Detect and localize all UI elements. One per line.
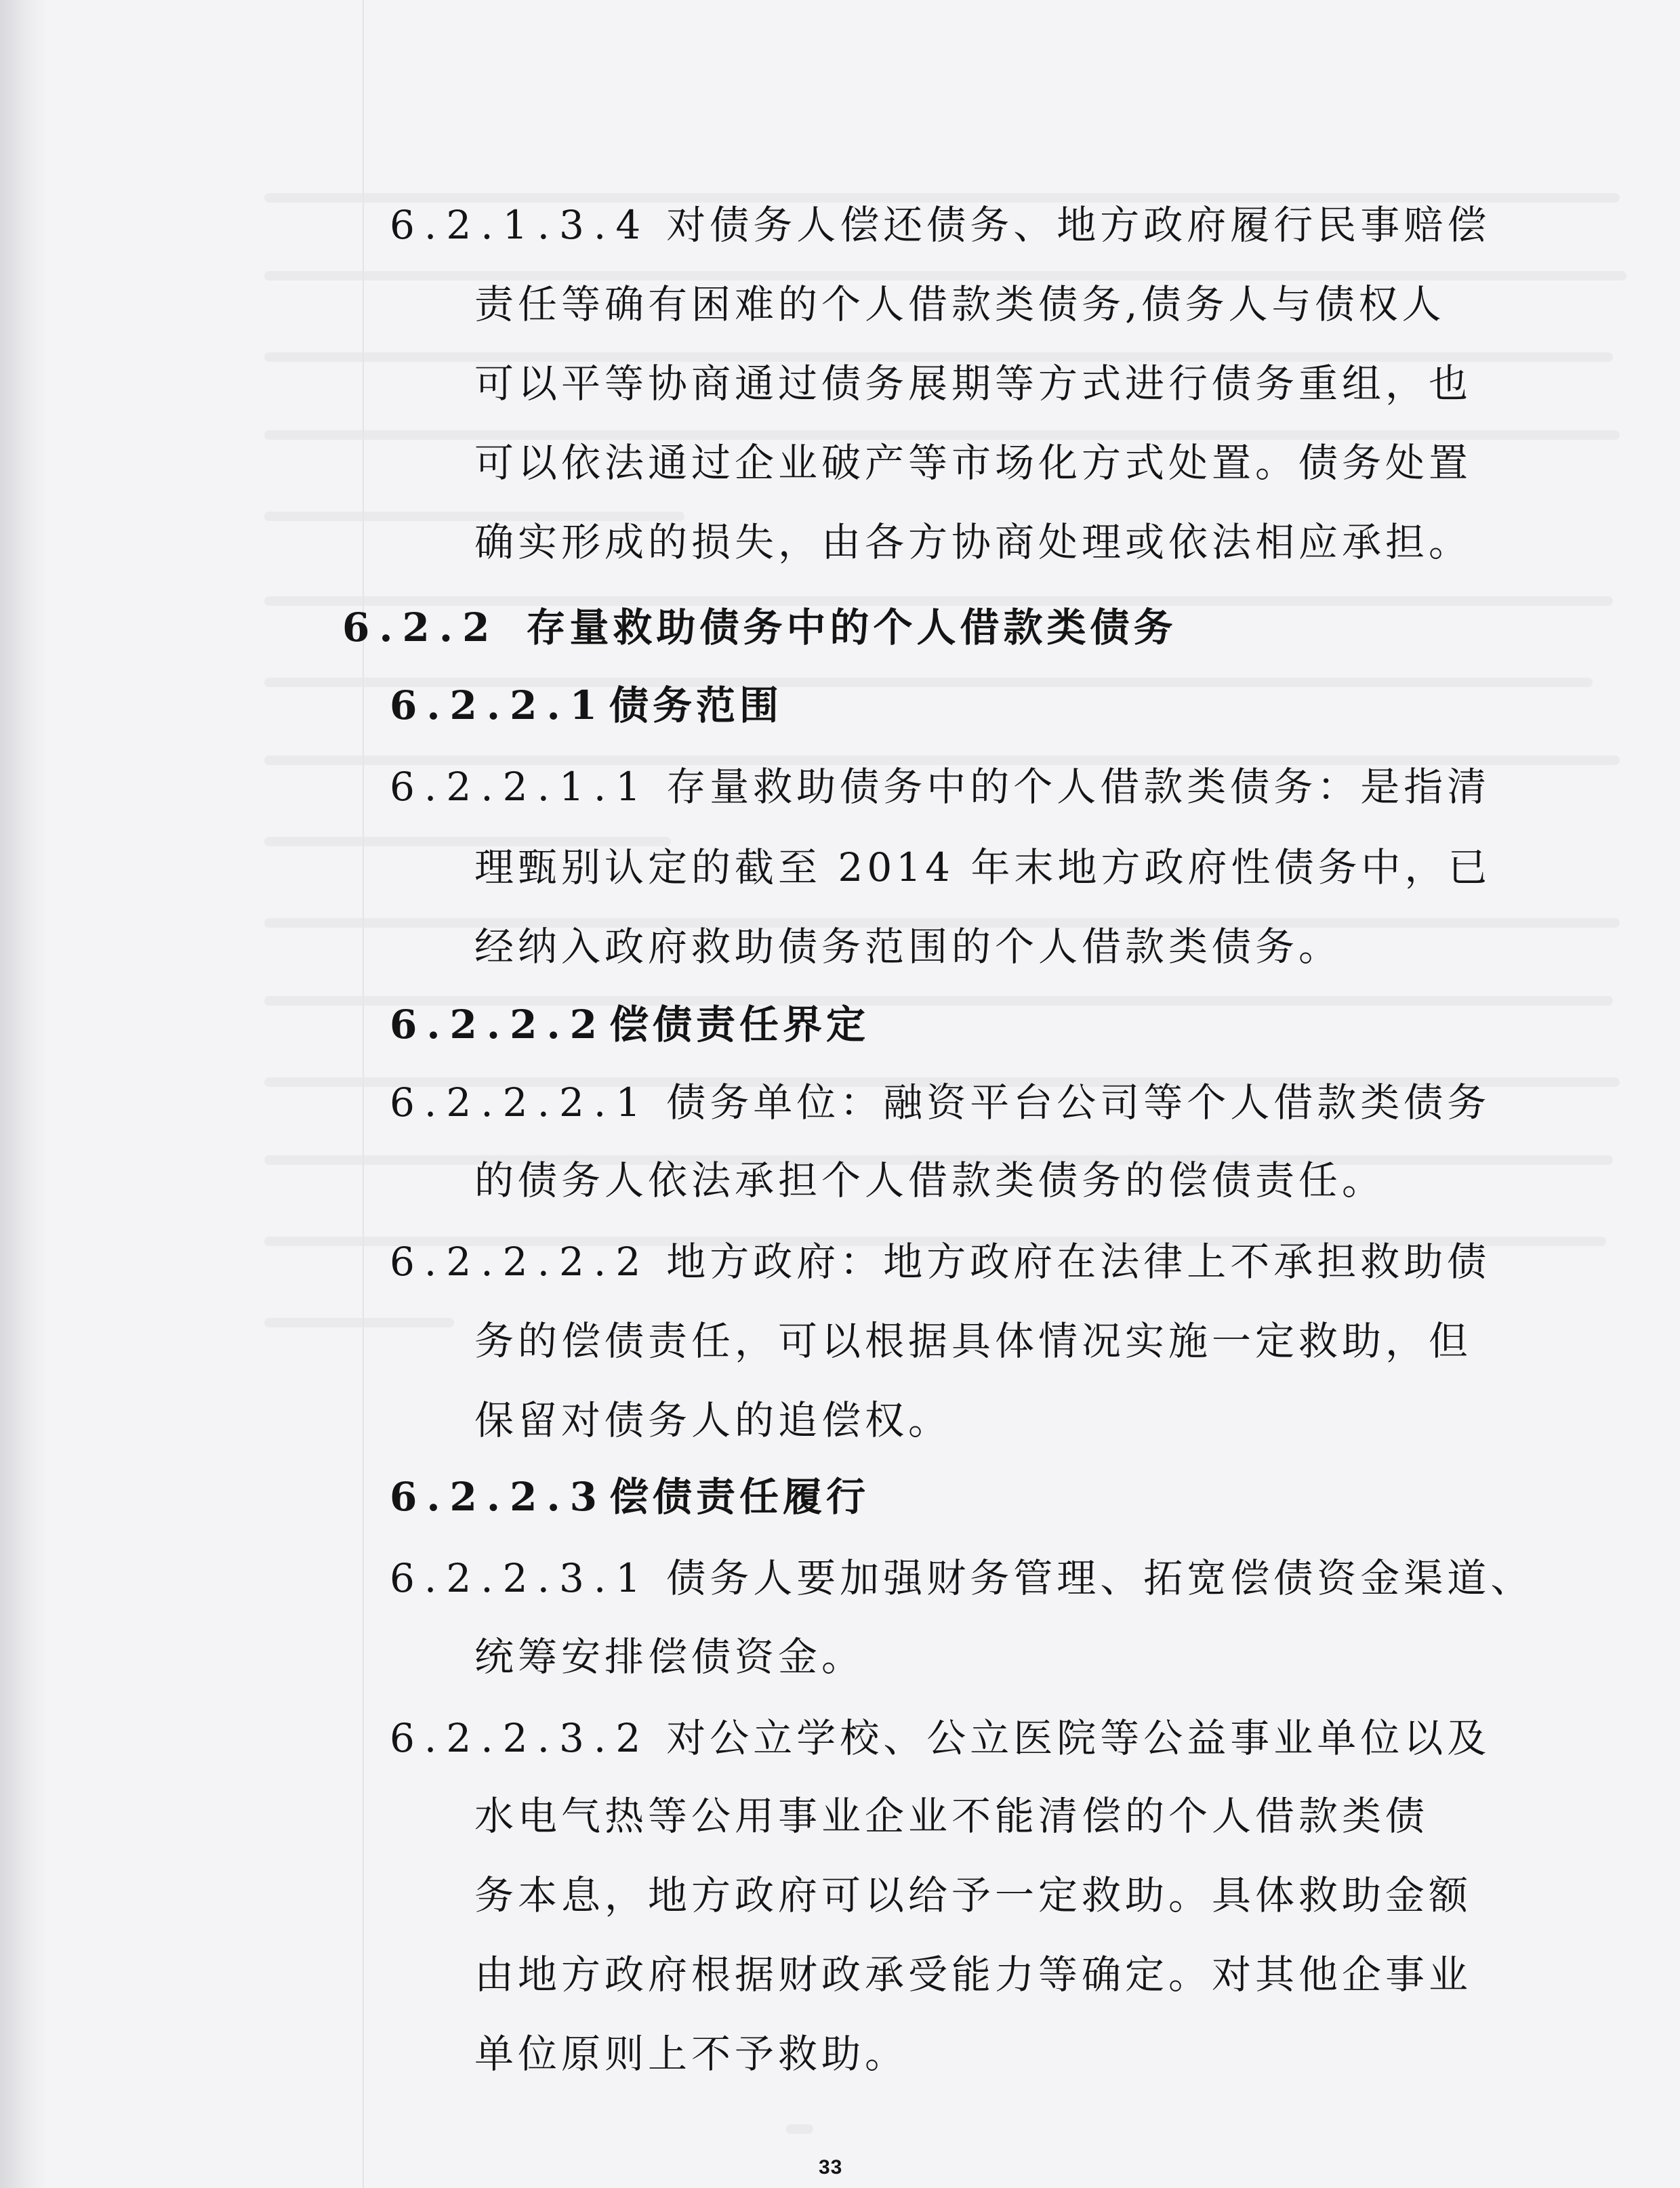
subsection-title: 偿债责任履行 bbox=[609, 1474, 870, 1520]
subsection-number: 6.2.2.1 bbox=[390, 682, 607, 728]
section-number: 6.2.2 bbox=[342, 604, 499, 651]
text-line: 务的偿债责任，可以根据具体情况实施一定救助，但 bbox=[474, 1318, 1473, 1364]
subsection-heading-6-2-2-3 bbox=[390, 1473, 869, 1521]
paragraph-6-2-2-1-1 bbox=[390, 763, 1490, 810]
paragraph-6-2-1-3-4 bbox=[390, 201, 1490, 249]
subsection-heading-6-2-2-1 bbox=[390, 682, 783, 729]
subsection-title: 债务范围 bbox=[609, 682, 783, 728]
page-number: 33 bbox=[819, 2156, 843, 2179]
clause-number: 6.2.2.2.1 bbox=[390, 1079, 651, 1126]
paragraph-6-2-2-3-2 bbox=[390, 1714, 1490, 1762]
clause-number: 6.2.2.2.2 bbox=[390, 1239, 651, 1285]
section-heading-6-2-2 bbox=[342, 604, 1176, 651]
clause-text: 债务单位：融资平台公司等个人借款类债务 bbox=[666, 1079, 1491, 1126]
subsection-title: 偿债责任界定 bbox=[609, 1002, 870, 1048]
text-line: 确实形成的损失，由各方协商处理或依法相应承担。 bbox=[474, 519, 1473, 565]
clause-text: 对债务人偿还债务、地方政府履行民事赔偿 bbox=[666, 202, 1491, 248]
scan-page-edge bbox=[0, 0, 47, 2188]
text-line: 单位原则上不予救助。 bbox=[474, 2031, 909, 2077]
text-line: 可以平等协商通过债务展期等方式进行债务重组，也 bbox=[474, 360, 1473, 407]
text-line: 由地方政府根据财政承受能力等确定。对其他企事业 bbox=[474, 1952, 1473, 1998]
text-line: 责任等确有困难的个人借款类债务,债务人与债权人 bbox=[474, 281, 1446, 327]
paragraph-6-2-2-2-1 bbox=[390, 1079, 1490, 1126]
clause-number: 6.2.2.3.1 bbox=[390, 1555, 651, 1601]
clause-number: 6.2.2.1.1 bbox=[390, 764, 651, 810]
text-line: 可以依法通过企业破产等市场化方式处置。债务处置 bbox=[474, 440, 1473, 486]
margin-rule bbox=[363, 0, 364, 2188]
clause-text: 对公立学校、公立医院等公益事业单位以及 bbox=[666, 1715, 1491, 1761]
clause-number: 6.2.1.3.4 bbox=[390, 202, 651, 248]
paragraph-6-2-2-2-2 bbox=[390, 1238, 1490, 1285]
text-line: 保留对债务人的追偿权。 bbox=[474, 1397, 952, 1443]
clause-text: 存量救助债务中的个人借款类债务：是指清 bbox=[666, 764, 1491, 810]
section-title: 存量救助债务中的个人借款类债务 bbox=[526, 604, 1177, 651]
subsection-number: 6.2.2.3 bbox=[390, 1474, 607, 1520]
paragraph-6-2-2-3-1 bbox=[390, 1554, 1534, 1602]
text-line: 理甄别认定的截至 2014 年末地方政府性债务中，已 bbox=[474, 844, 1492, 890]
text-line: 统筹安排偿债资金。 bbox=[474, 1634, 865, 1680]
text-line: 经纳入政府救助债务范围的个人借款类债务。 bbox=[474, 924, 1343, 970]
subsection-number: 6.2.2.2 bbox=[390, 1002, 607, 1048]
clause-text: 地方政府：地方政府在法律上不承担救助债 bbox=[666, 1239, 1491, 1285]
text-line: 水电气热等公用事业企业不能清偿的个人借款类债 bbox=[474, 1793, 1429, 1839]
text-line: 务本息，地方政府可以给予一定救助。具体救助金额 bbox=[474, 1872, 1473, 1918]
text-line: 的债务人依法承担个人借款类债务的偿债责任。 bbox=[474, 1157, 1386, 1203]
clause-number: 6.2.2.3.2 bbox=[390, 1715, 651, 1761]
clause-text: 债务人要加强财务管理、拓宽偿债资金渠道、 bbox=[666, 1555, 1534, 1601]
subsection-heading-6-2-2-2 bbox=[390, 1001, 869, 1048]
